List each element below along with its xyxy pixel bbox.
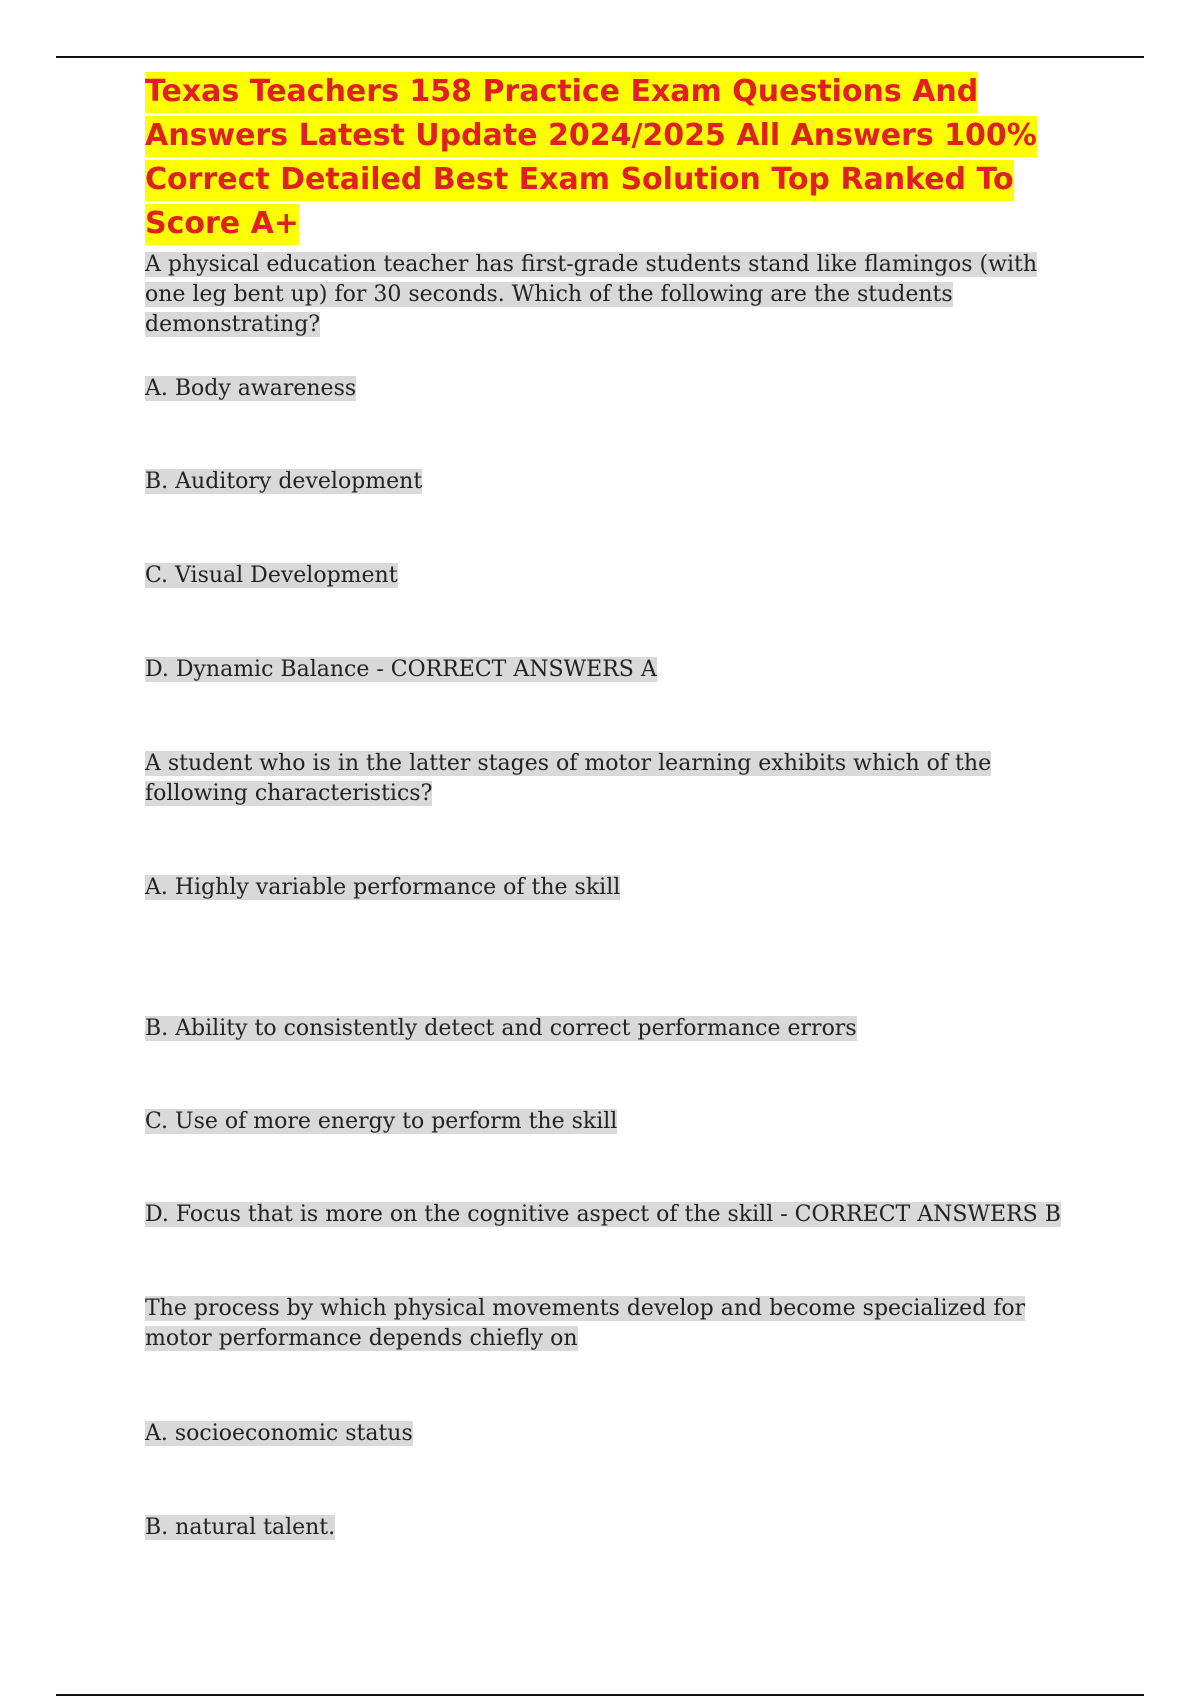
question-1-option-d: D. Dynamic Balance - CORRECT ANSWERS A — [145, 657, 657, 682]
bottom-rule — [56, 1694, 1144, 1696]
question-1-option-c: C. Visual Development — [145, 563, 398, 588]
question-3-option-b: B. natural talent. — [145, 1515, 336, 1540]
question-1-text: A physical education teacher has first-grade students stand like flamingos (with one leg bent up) for 30 seconds. Which of the following are the students demonstrating? — [145, 252, 1038, 337]
document-title-text: Texas Teachers 158 Practice Exam Questions And Answers Latest Update 2024/2025 All Answers 100% Correct Detailed Best Exam Solution Top Ranked To Score A+ — [145, 72, 1037, 245]
question-2-option-a: A. Highly variable performance of the skill — [145, 875, 621, 900]
document-title — [145, 70, 1075, 246]
question-1-option-b: B. Auditory development — [145, 469, 423, 494]
question-2-option-b: B. Ability to consistently detect and correct performance errors — [145, 1016, 857, 1041]
question-3-text: The process by which physical movements develop and become specialized for motor performance depends chiefly on — [145, 1296, 1026, 1351]
question-2-text: A student who is in the latter stages of motor learning exhibits which of the following characteristics? — [145, 751, 992, 806]
question-1-option-a: A. Body awareness — [145, 376, 357, 401]
top-rule — [56, 56, 1144, 58]
question-3-option-a: A. socioeconomic status — [145, 1421, 413, 1446]
question-2-option-d: D. Focus that is more on the cognitive aspect of the skill - CORRECT ANSWERS B — [145, 1202, 1061, 1227]
question-2-option-c: C. Use of more energy to perform the skill — [145, 1109, 618, 1134]
